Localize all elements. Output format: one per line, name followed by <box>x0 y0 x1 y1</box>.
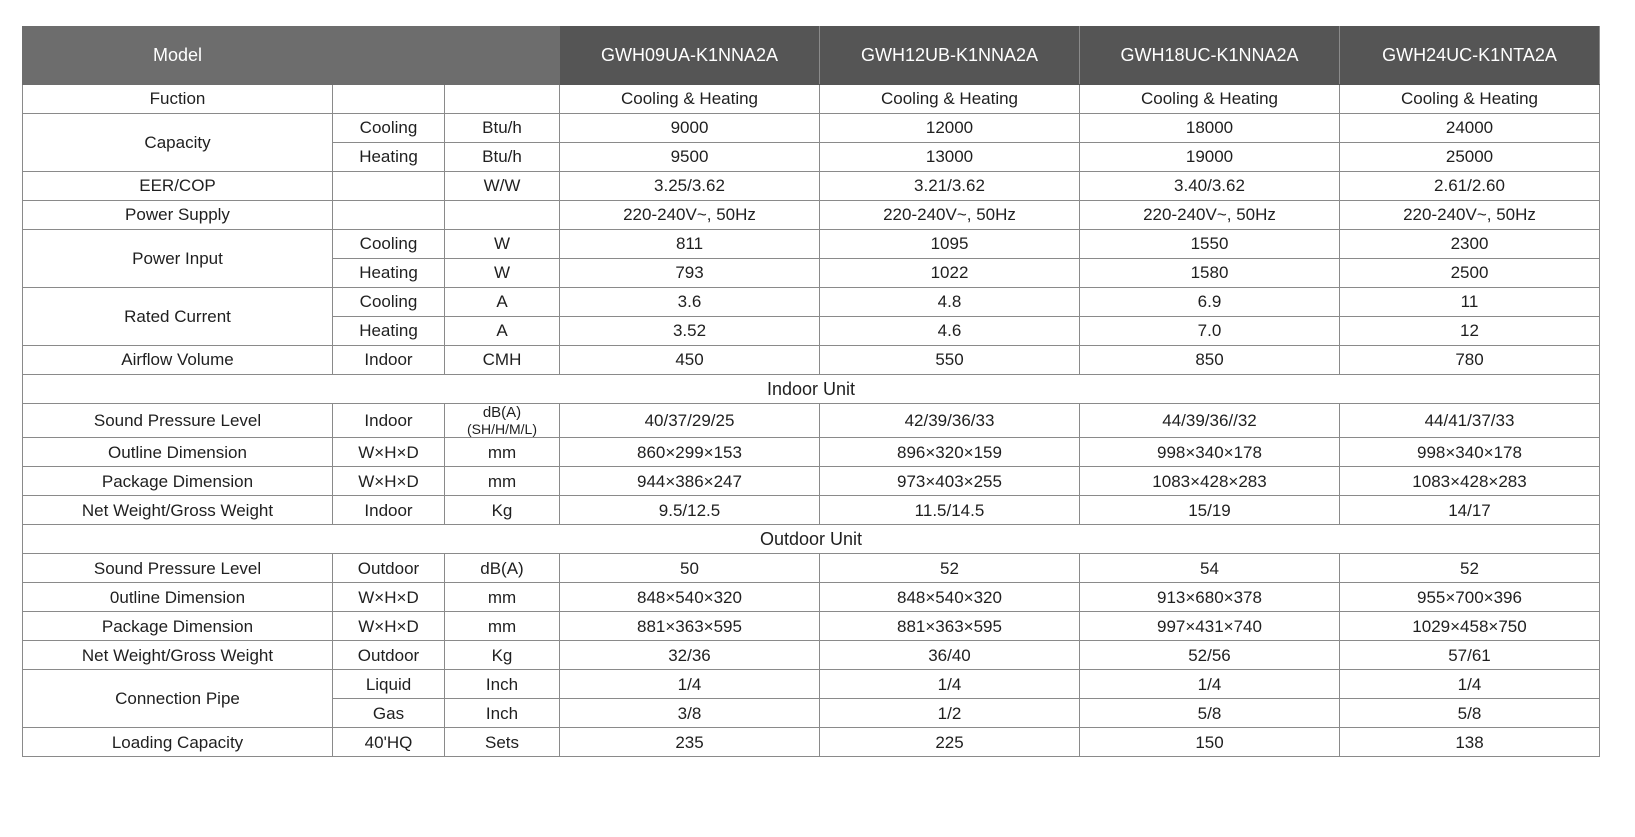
row-value: 3.25/3.62 <box>560 172 820 201</box>
row-unit-note: (SH/H/M/L) <box>467 421 537 438</box>
table-header-row <box>23 27 1600 85</box>
row-unit: A <box>445 317 560 346</box>
row-value: 860×299×153 <box>560 438 820 467</box>
table-row <box>23 496 1600 525</box>
row-value: 13000 <box>820 143 1080 172</box>
row-mode <box>333 85 445 114</box>
row-value: Cooling & Heating <box>560 85 820 114</box>
row-value: 1083×428×283 <box>1080 467 1340 496</box>
header-model-2: GWH12UB-K1NNA2A <box>820 27 1080 85</box>
row-value: 3.52 <box>560 317 820 346</box>
row-unit: CMH <box>445 346 560 375</box>
row-value: 50 <box>560 554 820 583</box>
row-mode: Liquid <box>333 670 445 699</box>
table-row <box>23 583 1600 612</box>
row-value: 4.8 <box>820 288 1080 317</box>
row-value: 881×363×595 <box>560 612 820 641</box>
row-param: Sound Pressure Level <box>23 404 333 438</box>
table-row <box>23 467 1600 496</box>
row-value: 848×540×320 <box>560 583 820 612</box>
row-value: 11 <box>1340 288 1600 317</box>
row-value: 220-240V~, 50Hz <box>560 201 820 230</box>
row-value: 42/39/36/33 <box>820 404 1080 438</box>
row-value: 1/2 <box>820 699 1080 728</box>
row-unit: mm <box>445 583 560 612</box>
row-value: 896×320×159 <box>820 438 1080 467</box>
row-value: 793 <box>560 259 820 288</box>
row-value: 848×540×320 <box>820 583 1080 612</box>
table-row <box>23 404 1600 438</box>
row-value: 40/37/29/25 <box>560 404 820 438</box>
row-param: Capacity <box>23 114 333 172</box>
row-unit <box>445 85 560 114</box>
table-row <box>23 641 1600 670</box>
row-value: Cooling & Heating <box>1340 85 1600 114</box>
row-value: 14/17 <box>1340 496 1600 525</box>
table-row <box>23 172 1600 201</box>
row-mode <box>333 201 445 230</box>
row-mode: W×H×D <box>333 583 445 612</box>
row-mode: Indoor <box>333 496 445 525</box>
row-value: 15/19 <box>1080 496 1340 525</box>
row-value: 3.6 <box>560 288 820 317</box>
table-row <box>23 346 1600 375</box>
row-value: 1550 <box>1080 230 1340 259</box>
row-mode: W×H×D <box>333 612 445 641</box>
row-param: Sound Pressure Level <box>23 554 333 583</box>
row-unit: W <box>445 230 560 259</box>
header-model-4: GWH24UC-K1NTA2A <box>1340 27 1600 85</box>
row-value: 225 <box>820 728 1080 757</box>
table-row <box>23 230 1600 259</box>
row-value: 780 <box>1340 346 1600 375</box>
row-mode: Indoor <box>333 404 445 438</box>
row-value: 997×431×740 <box>1080 612 1340 641</box>
row-value: 12 <box>1340 317 1600 346</box>
row-mode: Heating <box>333 317 445 346</box>
row-value: 18000 <box>1080 114 1340 143</box>
row-value: 24000 <box>1340 114 1600 143</box>
row-unit: Btu/h <box>445 114 560 143</box>
row-unit-main: dB(A) <box>482 404 522 421</box>
section-title-indoor: Indoor Unit <box>23 375 1600 404</box>
row-value: 1/4 <box>1080 670 1340 699</box>
row-value: 1095 <box>820 230 1080 259</box>
row-value: 5/8 <box>1340 699 1600 728</box>
row-unit: Inch <box>445 699 560 728</box>
row-value: 138 <box>1340 728 1600 757</box>
row-value: 450 <box>560 346 820 375</box>
row-value: 3.21/3.62 <box>820 172 1080 201</box>
row-value: 944×386×247 <box>560 467 820 496</box>
row-mode: Outdoor <box>333 554 445 583</box>
row-unit: dB(A) <box>445 554 560 583</box>
row-value: 9000 <box>560 114 820 143</box>
row-param: Power Supply <box>23 201 333 230</box>
table-row <box>23 670 1600 699</box>
row-value: 973×403×255 <box>820 467 1080 496</box>
row-value: 3.40/3.62 <box>1080 172 1340 201</box>
row-value: 2500 <box>1340 259 1600 288</box>
spec-sheet <box>22 26 1600 757</box>
header-blank-1 <box>333 27 445 85</box>
row-mode: Heating <box>333 259 445 288</box>
row-mode: Outdoor <box>333 641 445 670</box>
row-value: 150 <box>1080 728 1340 757</box>
row-unit: Kg <box>445 496 560 525</box>
row-unit: W/W <box>445 172 560 201</box>
row-value: 881×363×595 <box>820 612 1080 641</box>
row-param: Loading Capacity <box>23 728 333 757</box>
row-value: 36/40 <box>820 641 1080 670</box>
row-unit: mm <box>445 612 560 641</box>
row-value: 19000 <box>1080 143 1340 172</box>
row-value: 1580 <box>1080 259 1340 288</box>
table-row <box>23 114 1600 143</box>
row-mode: 40'HQ <box>333 728 445 757</box>
row-param: Rated Current <box>23 288 333 346</box>
row-unit: Btu/h <box>445 143 560 172</box>
row-mode: Cooling <box>333 230 445 259</box>
table-row <box>23 288 1600 317</box>
row-value: 52/56 <box>1080 641 1340 670</box>
row-value: 220-240V~, 50Hz <box>820 201 1080 230</box>
row-value: 25000 <box>1340 143 1600 172</box>
row-value: 5/8 <box>1080 699 1340 728</box>
section-row-indoor <box>23 375 1600 404</box>
row-value: Cooling & Heating <box>820 85 1080 114</box>
row-value: 11.5/14.5 <box>820 496 1080 525</box>
section-title-outdoor: Outdoor Unit <box>23 525 1600 554</box>
row-value: 1/4 <box>820 670 1080 699</box>
row-unit: Inch <box>445 670 560 699</box>
row-value: 913×680×378 <box>1080 583 1340 612</box>
row-mode: W×H×D <box>333 467 445 496</box>
table-row <box>23 728 1600 757</box>
row-unit: mm <box>445 467 560 496</box>
row-unit <box>445 201 560 230</box>
table-row <box>23 612 1600 641</box>
row-mode: Indoor <box>333 346 445 375</box>
row-value: 12000 <box>820 114 1080 143</box>
row-value: 550 <box>820 346 1080 375</box>
row-param: Package Dimension <box>23 612 333 641</box>
row-param: Power Input <box>23 230 333 288</box>
row-value: 1083×428×283 <box>1340 467 1600 496</box>
header-model-1: GWH09UA-K1NNA2A <box>560 27 820 85</box>
header-model-label: Model <box>23 27 333 85</box>
row-param: Fuction <box>23 85 333 114</box>
section-row-outdoor <box>23 525 1600 554</box>
row-value: 998×340×178 <box>1080 438 1340 467</box>
row-value: 9500 <box>560 143 820 172</box>
row-value: 52 <box>1340 554 1600 583</box>
row-param: Airflow Volume <box>23 346 333 375</box>
row-param: Outline Dimension <box>23 438 333 467</box>
header-model-3: GWH18UC-K1NNA2A <box>1080 27 1340 85</box>
row-param: Net Weight/Gross Weight <box>23 641 333 670</box>
row-value: 955×700×396 <box>1340 583 1600 612</box>
row-unit: Sets <box>445 728 560 757</box>
table-row <box>23 85 1600 114</box>
row-value: 32/36 <box>560 641 820 670</box>
row-value: 850 <box>1080 346 1340 375</box>
specification-table <box>22 26 1600 757</box>
row-unit <box>445 404 560 438</box>
row-value: 998×340×178 <box>1340 438 1600 467</box>
row-value: 1022 <box>820 259 1080 288</box>
row-unit: mm <box>445 438 560 467</box>
table-row <box>23 438 1600 467</box>
row-unit: Kg <box>445 641 560 670</box>
row-unit: A <box>445 288 560 317</box>
row-param: EER/COP <box>23 172 333 201</box>
row-param: Connection Pipe <box>23 670 333 728</box>
row-value: 235 <box>560 728 820 757</box>
row-value: 3/8 <box>560 699 820 728</box>
row-mode: Cooling <box>333 114 445 143</box>
row-value: 7.0 <box>1080 317 1340 346</box>
row-value: 52 <box>820 554 1080 583</box>
row-value: 220-240V~, 50Hz <box>1080 201 1340 230</box>
row-value: 2300 <box>1340 230 1600 259</box>
row-value: 811 <box>560 230 820 259</box>
row-mode: W×H×D <box>333 438 445 467</box>
row-value: 1/4 <box>1340 670 1600 699</box>
row-value: 44/39/36//32 <box>1080 404 1340 438</box>
row-mode: Heating <box>333 143 445 172</box>
table-row <box>23 554 1600 583</box>
row-value: 1029×458×750 <box>1340 612 1600 641</box>
row-mode: Gas <box>333 699 445 728</box>
row-value: 220-240V~, 50Hz <box>1340 201 1600 230</box>
row-value: 9.5/12.5 <box>560 496 820 525</box>
row-param: 0utline Dimension <box>23 583 333 612</box>
row-value: 2.61/2.60 <box>1340 172 1600 201</box>
row-value: 54 <box>1080 554 1340 583</box>
row-value: Cooling & Heating <box>1080 85 1340 114</box>
row-value: 57/61 <box>1340 641 1600 670</box>
table-row <box>23 201 1600 230</box>
row-param: Net Weight/Gross Weight <box>23 496 333 525</box>
row-value: 1/4 <box>560 670 820 699</box>
row-value: 6.9 <box>1080 288 1340 317</box>
row-mode <box>333 172 445 201</box>
row-value: 44/41/37/33 <box>1340 404 1600 438</box>
row-mode: Cooling <box>333 288 445 317</box>
row-unit: W <box>445 259 560 288</box>
row-param: Package Dimension <box>23 467 333 496</box>
row-value: 4.6 <box>820 317 1080 346</box>
header-blank-2 <box>445 27 560 85</box>
